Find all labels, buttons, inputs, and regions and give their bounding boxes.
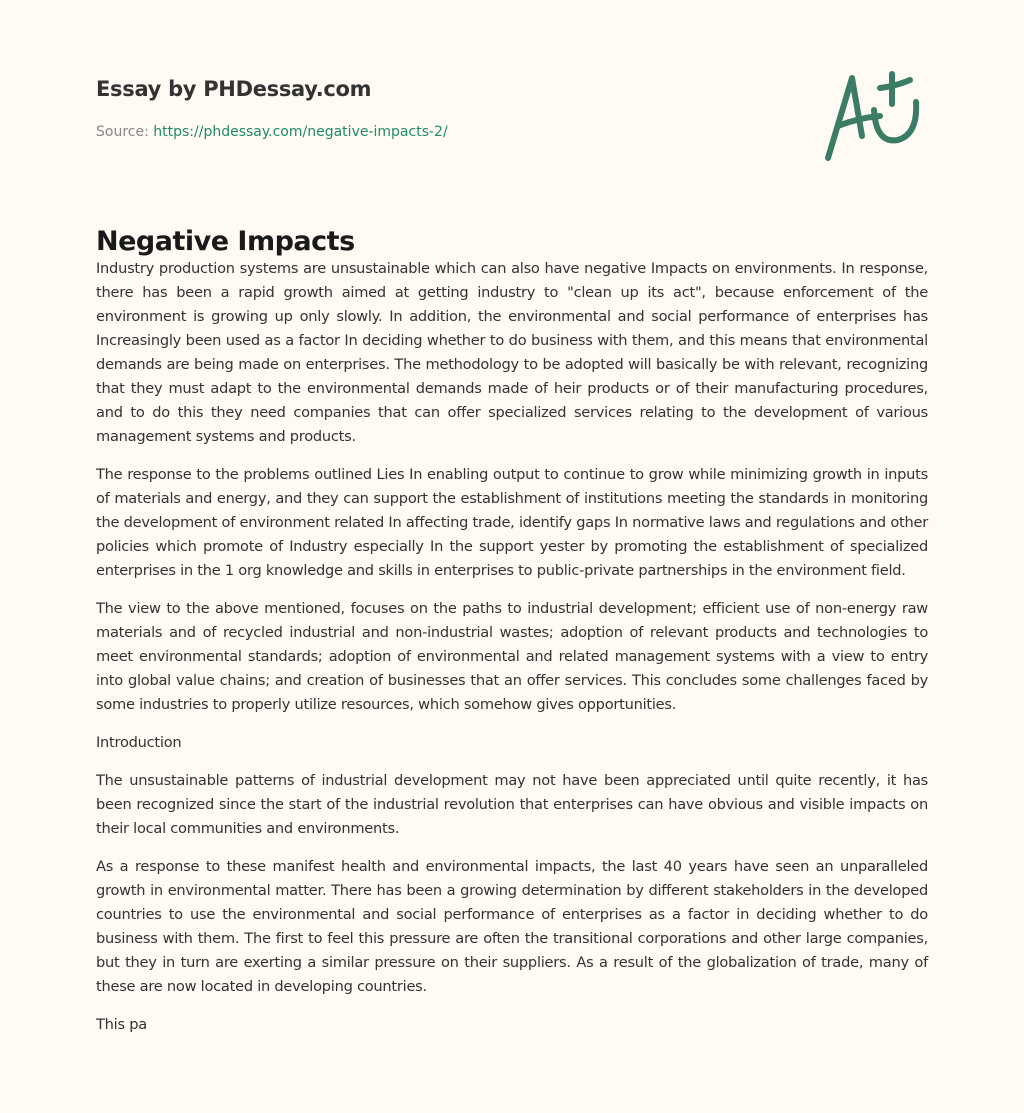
paragraph: The view to the above mentioned, focuses on the paths to industrial development; efficient use of non-energy raw materials and of recycled industrial and non-industrial wastes; adoption of relevant products and technologies to meet environmental standards; adoption of environmental and related management systems with a view to entry into global value chains; and creation of businesses that an offer services. This concludes some challenges faced by some industries to properly utilize resources, which somehow gives opportunities. [96, 600, 928, 713]
essay-body [96, 257, 928, 1051]
paragraph: Industry production systems are unsustainable which can also have negative Impacts on environments. In response, there has been a rapid growth aimed at getting industry to "clean up its act", because enforcement of the environment is growing up only slowly. In addition, the environmental and social performance of enterprises has Increasingly been used as a factor In deciding whether to do business with them, and this means that environmental demands are being made on enterprises. The methodology to be adopted will basically be with relevant, recognizing that they must adapt to the environmental demands made of heir products or of their manufacturing procedures, and to do this they need companies that can offer specialized services relating to the development of various management systems and products. [96, 260, 928, 445]
source-line [96, 124, 448, 140]
essay-title: Negative Impacts [96, 226, 355, 257]
paragraph: The unsustainable patterns of industrial development may not have been appreciated until quite recently, it has been recognized since the start of the industrial revolution that enterprises can have obvious and visible impacts on their local communities and environments. [96, 772, 928, 837]
site-brand: Essay by PHDessay.com [96, 77, 372, 101]
source-link[interactable]: https://phdessay.com/negative-impacts-2/ [153, 124, 448, 140]
paragraph: As a response to these manifest health and environmental impacts, the last 40 years have seen an unparalleled growth in environmental matter. There has been a growing determination by different stakeholders in the developed countries to use the environmental and social performance of enterprises as a factor in deciding whether to do business with them. The first to feel this pressure are often the transitional corporations and other large companies, but they in turn are exerting a similar pressure on their suppliers. As a result of the globalization of trade, many of these are now located in developing countries. [96, 858, 928, 995]
source-label: Source: [96, 124, 154, 140]
paragraph: The response to the problems outlined Lies In enabling output to continue to grow while minimizing growth in inputs of materials and energy, and they can support the establishment of institutions meeting the standards in monitoring the development of environment related In affecting trade, identify gaps In normative laws and regulations and other policies which promote of Industry especially In the support yester by promoting the establishment of specialized enterprises in the 1 org knowledge and skills in enterprises to public-private partnerships in the environment field. [96, 466, 928, 579]
a-plus-logo-icon [818, 66, 928, 166]
paragraph-truncated: This pa [96, 1016, 147, 1033]
section-heading-introduction: Introduction [96, 734, 182, 751]
